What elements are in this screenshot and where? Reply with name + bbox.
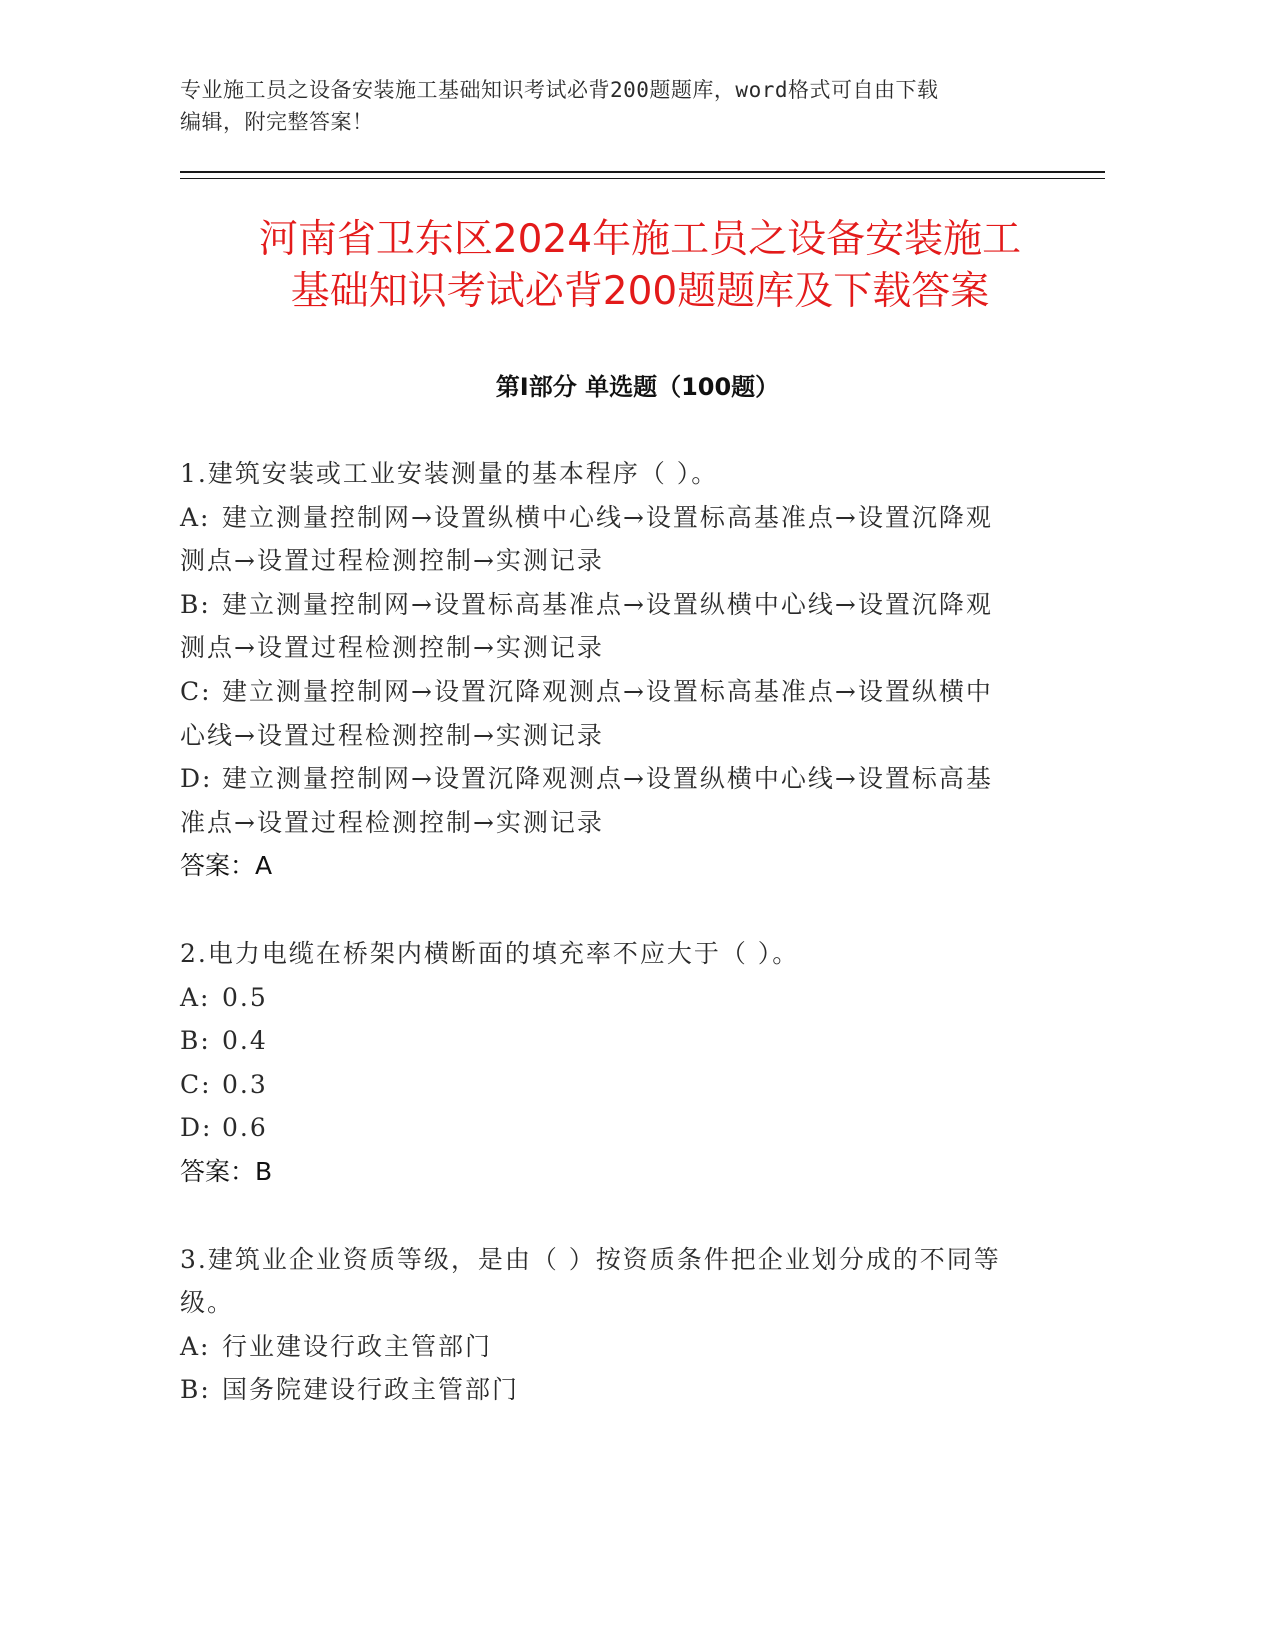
option-text: 建立测量控制网→设置纵横中心线→设置标高基准点→设置沉降观 xyxy=(222,502,993,532)
option-text: 0.6 xyxy=(222,1113,268,1143)
option-label: A: xyxy=(180,1331,211,1361)
option-label: D: xyxy=(180,764,213,794)
option-label: C: xyxy=(180,1069,212,1099)
question-stem-continued: 级。 xyxy=(180,1288,235,1318)
question-stem: 1.建筑安装或工业安装测量的基本程序（ ）。 xyxy=(180,459,719,488)
option-label: A: xyxy=(180,502,211,532)
answer: 答案：A xyxy=(180,851,273,881)
option-text: 建立测量控制网→设置标高基准点→设置纵横中心线→设置沉降观 xyxy=(222,589,993,619)
option-a xyxy=(180,976,1040,1020)
document-title-line: 基础知识考试必背200题题库及下载答案 xyxy=(290,269,990,314)
option-text: 建立测量控制网→设置沉降观测点→设置纵横中心线→设置标高基 xyxy=(222,764,993,794)
section-heading: 第Ⅰ部分 单选题（100题） xyxy=(495,373,780,401)
question-stem: 2.电力电缆在桥架内横断面的填充率不应大于（ ）。 xyxy=(180,938,800,968)
option-b-continued: 测点→设置过程检测控制→实测记录 xyxy=(180,633,604,663)
option-label: B: xyxy=(180,1375,211,1405)
option-b xyxy=(180,583,1040,627)
header-note xyxy=(180,74,1050,138)
option-b xyxy=(180,1019,1040,1063)
option-d xyxy=(180,1106,1040,1150)
question-item xyxy=(180,932,1040,1194)
option-label: D: xyxy=(180,1113,213,1143)
answer: 答案：B xyxy=(180,1156,273,1186)
option-a xyxy=(180,1325,1040,1369)
header-note-line: 编辑，附完整答案！ xyxy=(180,110,374,134)
document-title xyxy=(140,214,1140,318)
option-text: 行业建设行政主管部门 xyxy=(222,1331,493,1361)
option-text: 0.5 xyxy=(222,982,268,1012)
header-divider-thick xyxy=(180,171,1105,173)
question-list xyxy=(180,452,1040,1456)
header-divider-thin xyxy=(180,178,1105,179)
header-note-line: 专业施工员之设备安装施工基础知识考试必背200题题库，word格式可自由下载 xyxy=(180,78,939,102)
option-label: C: xyxy=(180,676,212,706)
option-a xyxy=(180,496,1040,540)
option-d-continued: 准点→设置过程检测控制→实测记录 xyxy=(180,807,604,837)
option-b xyxy=(180,1368,1040,1412)
option-c xyxy=(180,1063,1040,1107)
question-item xyxy=(180,452,1040,888)
question-item xyxy=(180,1238,1040,1412)
option-d xyxy=(180,757,1040,801)
option-text: 0.3 xyxy=(222,1069,268,1099)
option-c xyxy=(180,670,1040,714)
option-label: B: xyxy=(180,589,211,619)
option-c-continued: 心线→设置过程检测控制→实测记录 xyxy=(180,720,604,750)
option-text: 建立测量控制网→设置沉降观测点→设置标高基准点→设置纵横中 xyxy=(222,676,993,706)
option-a-continued: 测点→设置过程检测控制→实测记录 xyxy=(180,546,604,576)
option-label: A: xyxy=(180,982,211,1012)
option-text: 0.4 xyxy=(222,1026,268,1056)
question-stem: 3.建筑业企业资质等级，是由（ ）按资质条件把企业划分成的不同等 xyxy=(180,1244,1001,1274)
option-label: B: xyxy=(180,1026,211,1056)
option-text: 国务院建设行政主管部门 xyxy=(222,1375,520,1405)
document-title-line: 河南省卫东区2024年施工员之设备安装施工 xyxy=(258,217,1022,262)
